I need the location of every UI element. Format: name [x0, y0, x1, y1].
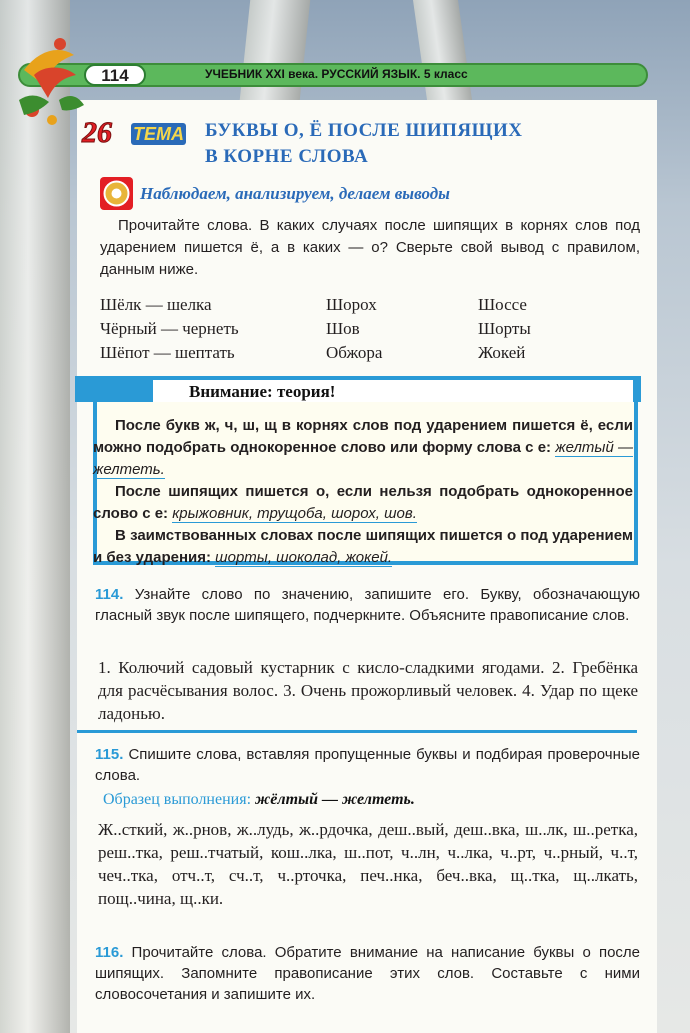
exercise-instruction: Прочитайте слова. Обратите внимание на написание буквы о после шипящих. Запомните правописание этих слов. Составьте с ними словосочетания и запишите их. [95, 944, 641, 1003]
exercise-instruction: Спишите слова, вставляя пропущенные буквы и подбирая проверочные слова. [95, 746, 640, 784]
exercise-115-body: Ж..сткий, ж..рнов, ж..лудь, ж..рдочка, деш..вый, деш..вка, ш..лк, ш..ретка, реш..тка, реш..тчатый, кош..лка, ш..пот, ч..лн, ч..лка, ч..рт, ч..рный, ч..т, чеч..тка, отч..т, сч..т, ч..рточка, печ..нка, беч..вка, щ..тка, щ..лкать, пощ..чина, щ..ки. [98, 820, 638, 908]
section-heading: Наблюдаем, анализируем, делаем выводы [140, 184, 450, 203]
theory-title: Внимание: теория! [189, 382, 336, 401]
word-item: Шоссе [478, 295, 527, 314]
topic-label: ТЕМА [133, 124, 184, 144]
rule-1: После букв ж, ч, ш, щ в корнях слов под ударением пишется ё, если можно подобрать однокоренное слово или форму слова с е: желтый — желтеть. [93, 417, 634, 478]
page-number: 114 [84, 64, 146, 86]
word-item: Шорох [326, 295, 377, 314]
topic-title-line1: БУКВЫ О, Ё ПОСЛЕ ШИПЯЩИХ [205, 120, 523, 141]
word-item: Шёлк — шелка [100, 295, 212, 314]
exercise-115 [95, 744, 640, 786]
topic-title-line2: В КОРНЕ СЛОВА [205, 146, 369, 167]
word-item: Обжора [326, 343, 383, 362]
folk-ornament-icon [14, 30, 94, 130]
sample-text: жёлтый — желтеть. [255, 791, 415, 808]
exercise-114-body: 1. Колючий садовый кустарник с кисло-сладкими ягодами. 2. Гребёнка для расчёсывания волос. 3. Очень прожорливый человек. 4. Удар по щеке ладонью. [98, 658, 638, 723]
exercise-number: 115. [95, 746, 124, 763]
divider [77, 730, 637, 733]
word-column-1 [100, 293, 239, 365]
intro-text: Прочитайте слова. В каких случаях после шипящих в корнях слов под ударением пишется ё, а в каких — о? Сверьте свой вывод с правилом, данным ниже. [100, 217, 640, 278]
exercise-number: 116. [95, 944, 124, 961]
exercise-number: 114. [95, 586, 124, 603]
running-header [205, 67, 468, 81]
sample-label: Образец выполнения: [103, 791, 252, 808]
theory-rules [93, 415, 633, 569]
grade: 5 класс [423, 67, 468, 81]
topic-title [205, 118, 523, 170]
sample-line [103, 791, 415, 809]
word-item: Жокей [478, 343, 526, 362]
exercise-116 [95, 942, 640, 1005]
topic-number: 26 [82, 116, 112, 149]
word-item: Шов [326, 319, 360, 338]
observe-section-icon [100, 177, 133, 210]
word-column-2 [326, 293, 382, 365]
theory-box [93, 377, 638, 565]
exercise-114 [95, 584, 640, 626]
word-column-3 [478, 293, 531, 365]
book-title: УЧЕБНИК XXI века. [205, 67, 319, 81]
rule-2: После шипящих пишется о, если нельзя подобрать однокоренное слово с е: крыжовник, трущоба, шорох, шов. [93, 483, 633, 522]
subject: РУССКИЙ ЯЗЫК. [321, 67, 421, 81]
word-item: Шёпот — шептать [100, 343, 235, 362]
background-birch-trunk [0, 0, 70, 1033]
rule-3: В заимствованных словах после шипящих пишется о под ударением и без ударения: шорты, шоколад, жокей. [93, 527, 633, 566]
word-item: Шорты [478, 319, 531, 338]
word-item: Чёрный — чернеть [100, 319, 239, 338]
exercise-instruction: Узнайте слово по значению, запишите его. Букву, обозначающую гласный звук после шипящего, подчеркните. Объясните правописание слов. [95, 586, 640, 624]
